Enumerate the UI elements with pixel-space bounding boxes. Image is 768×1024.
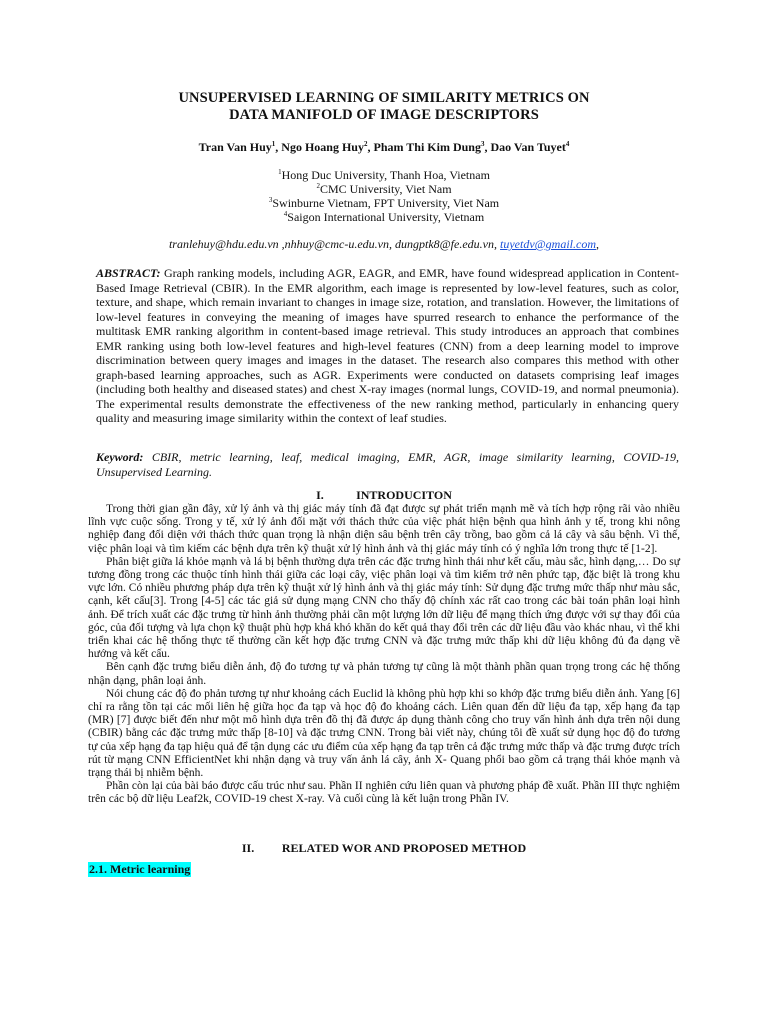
affiliation: [60, 210, 708, 224]
section-number: I.: [316, 488, 324, 502]
body-text: [88, 503, 680, 807]
affiliation: [60, 168, 708, 182]
affiliation-list: [60, 168, 708, 224]
section-heading-1: [60, 488, 708, 503]
email-line: [60, 237, 708, 252]
abstract-text: Graph ranking models, including AGR, EAGR, and EMR, have found widespread application in Content-Based Image Retrieval (CBIR). In the EMR algorithm, each image is represented by low-level features, such as color, texture, and shape, which remain invariant to changes in image size, rotation, and translation. However, the limitations of low-level features in conveying the meaning of images have spurred research to enhance the performance of the multitask EMR ranking algorithm in content-based image retrieval. This study introduces an approach that combines EMR ranking using both low-level features and high-level features (CNN) from a deep learning model to improve discrimination between query images and images in the dataset. The research also compares this method with other graph-based learning approaches, such as AGR. Experiments were conducted on datasets comprising leaf images (including both healthy and diseased states) and chest X-ray images (normal lungs, COVID-19, and normal pneumonia). The experimental results demonstrate the effectiveness of the new ranking method, particularly in enhancing query quality and measuring image similarity within the context of leaf studies.: [96, 266, 680, 425]
affiliation-text: Saigon International University, Vietnam: [287, 210, 485, 224]
paragraph: Nói chung các độ đo phản tương tự như khoảng cách Euclid là không phù hợp khi so khớp đặc trưng biểu diễn ảnh. Yang [6] chỉ ra rằng tồn tại các mối liên hệ giữa học đa tạp và học độ đo khoảng cách. Liên quan đến dữ liệu đa tạp, xếp hạng đa tạp (MR) [7] được biết đến như một mô hình dựa trên đồ thị đã được áp dụng thành công cho truy vấn hình ảnh dựa trên nội dung (CBIR) bằng các đặc trưng mức thấp [8-10] và đặc trưng CNN. Trong bài viết này, chúng tôi đề xuất sử dụng học độ đo tương tự của xếp hạng đa tạp hiệu quả để tận dụng các ưu điểm của xếp hạng đa tạp trên cả đặc trưng mức thấp và đặc trưng được trích rút từ mạng CNN EfficientNet khi nhận dạng và truy vấn ảnh lá cây, ảnh X- Quang phổi bao gồm cả trạng thái khỏe mạnh và trạng thái bị nhiễm bệnh.: [88, 687, 680, 780]
author-name: Dao Van Tuyet: [490, 140, 566, 154]
author-sup: 3: [480, 140, 485, 148]
author-list: [60, 140, 708, 155]
author-sup: 4: [565, 140, 570, 148]
affiliation-sup: 4: [283, 210, 288, 218]
emails-trail: ,: [596, 237, 600, 251]
paper-title: [60, 90, 708, 124]
affiliation-sup: 1: [278, 168, 282, 176]
section-title: INTRODUCITON: [356, 488, 452, 502]
section-number: II.: [241, 841, 255, 855]
section-title: RELATED WOR AND PROPOSED METHOD: [281, 841, 527, 855]
author-name: Tran Van Huy: [198, 140, 272, 154]
abstract: [96, 266, 679, 426]
abstract-label: ABSTRACT:: [96, 266, 161, 280]
email-link[interactable]: tuyetdv@gmail.com: [500, 237, 597, 251]
affiliation-text: Hong Duc University, Thanh Hoa, Vietnam: [281, 168, 490, 182]
title-line-2: DATA MANIFOLD OF IMAGE DESCRIPTORS: [229, 107, 539, 123]
keywords-label: Keyword:: [96, 450, 144, 464]
affiliation-sup: 2: [316, 182, 320, 190]
paragraph: Trong thời gian gần đây, xử lý ảnh và thị giác máy tính đã đạt được sự phát triển mạnh mẽ và tích hợp rộng rãi vào nhiều lĩnh vực cuộc sống. Trong y tế, xử lý ảnh đối mặt với thách thức của việc phát hiện bệnh qua hình ảnh y tế, trong khi nông nghiệp đang đối diện với thách thức quan trọng là nhận diện sâu bệnh trên cây trồng, bao gồm cả lá cây và sâu bệnh. Vì thế, việc phân loại và tìm kiếm các bệnh dựa trên kỹ thuật xử lý hình ảnh và thị giác máy tính có ý nghĩa lớn trong thực tế [1-2].: [88, 503, 680, 555]
emails-plain: tranlehuy@hdu.edu.vn ,nhhuy@cmc-u.edu.vn, dungptk8@fe.edu.vn,: [168, 237, 500, 251]
section-heading-2: [60, 841, 708, 856]
author-sep: ,: [275, 140, 282, 154]
author-sup: 2: [363, 140, 368, 148]
keywords: [96, 450, 679, 479]
author-name: Pham Thi Kim Dung: [373, 140, 481, 154]
author-sep: ,: [367, 140, 374, 154]
paragraph: Phân biệt giữa lá khỏe mạnh và lá bị bệnh thường dựa trên các đặc trưng hình thái như kết cấu, màu sắc, hình dạng,… Do sự tương đồng trong các thuộc tính hình thái giữa các loại cây, việc phân loại và tìm kiếm trở nên phức tạp, đặc biệt là trong khu vực lớn. Có nhiều phương pháp dựa trên kỹ thuật xử lý hình ảnh và thị giác máy tính: Sử dụng đặc trưng mức thấp như màu sắc, cạnh, kết cấu[3]. Trong [4-5] các tác giả sử dụng mạng CNN cho thấy độ chính xác rất cao trong các bài toán phân loại hình ảnh. Để trích xuất các đặc trưng từ hình ảnh thường phải cần một lượng lớn dữ liệu để mạng thích ứng được với sự thay đổi của góc, của đối tượng và lựa chọn kỹ thuật phù hợp khá khó khăn do kết quả thay đổi trên các dữ liệu đầu vào khác nhau, vì thế khi triển khai các hệ thống thực tế thường cần kết hợp đặc trưng CNN và đặc trưng mức thấp khi dữ liệu không đủ đa dạng về hướng và kết cấu.: [88, 555, 680, 661]
affiliation-text: Swinburne Vietnam, FPT University, Viet Nam: [272, 196, 500, 210]
author-sup: 1: [271, 140, 276, 148]
author-name: Ngo Hoang Huy: [281, 140, 364, 154]
paragraph: Bên cạnh đặc trưng biểu diễn ảnh, độ đo tương tự và phản tương tự cũng là một thành phần quan trọng trong các hệ thống nhận dạng, phân loại ảnh.: [88, 661, 680, 687]
keywords-text: CBIR, metric learning, leaf, medical imaging, EMR, AGR, image similarity learning, COVID-19, Unsupervised Learning.: [96, 450, 679, 479]
affiliation: [60, 182, 708, 196]
paragraph: Phần còn lại của bài báo được cấu trúc như sau. Phần II nghiên cứu liên quan và phương pháp đề xuất. Phần III thực nghiệm trên các bộ dữ liệu Leaf2k, COVID-19 chest X-ray. Và cuối cùng là kết luận trong Phần IV.: [88, 780, 680, 806]
affiliation-sup: 3: [268, 196, 273, 204]
subsection-heading: 2.1. Metric learning: [89, 862, 191, 876]
title-line-1: UNSUPERVISED LEARNING OF SIMILARITY METRICS ON: [178, 90, 590, 106]
affiliation-text: CMC University, Viet Nam: [319, 182, 452, 196]
affiliation: [60, 196, 708, 210]
author-sep: ,: [484, 140, 491, 154]
